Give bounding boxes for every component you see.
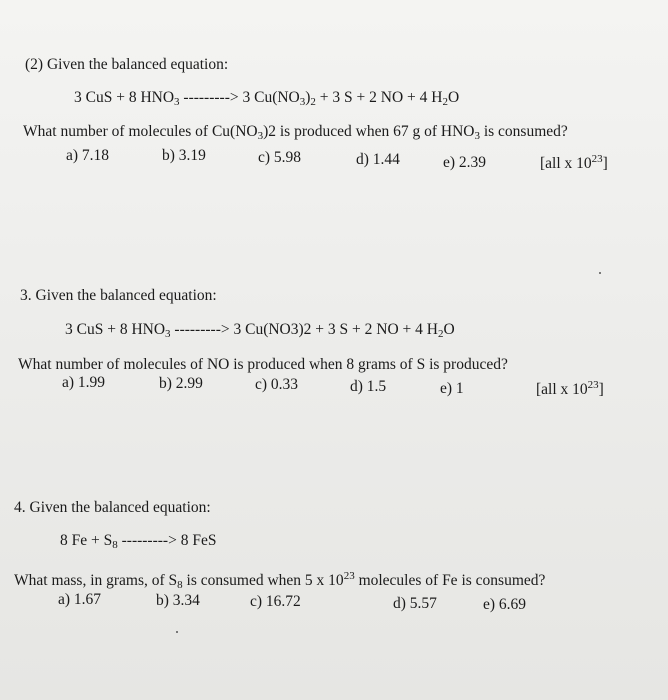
- q2-choice-d: d) 1.44: [356, 151, 400, 168]
- q2-choice-c: c) 5.98: [258, 149, 302, 166]
- q4-choice-c: c) 16.72: [250, 593, 301, 610]
- q3-choice-e: e) 1: [440, 380, 464, 397]
- q3-header: 3. Given the balanced equation:: [20, 287, 217, 304]
- q2-choice-a: a) 7.18: [66, 147, 110, 164]
- q4-choice-e: e) 6.69: [483, 596, 527, 613]
- q2-question: What number of molecules of $Cu(NO_3)2$ is produced when 67 g of $HNO_3$ is consumed?: [23, 123, 568, 142]
- q2-choice-e: e) 2.39: [443, 154, 487, 171]
- q4-choice-d: d) 5.57: [393, 595, 437, 612]
- q3-choice-a: a) 1.99: [62, 374, 106, 391]
- q2-equation: 3 CuS + 8 $HNO_3$ ---------> 3 $Cu(NO_3)_2 + 3$ S + 2 NO + 4 $H_2O$: [74, 89, 460, 108]
- q4-choice-a: a) 1.67: [58, 591, 102, 608]
- q3-equation: 3 CuS + 8 $HNO_3$ ---------> 3 Cu(NO3)2 + 3 S + 2 NO + 4 $H_2O$: [65, 321, 455, 340]
- paper-speck: [599, 272, 601, 274]
- q4-question: What mass, in grams, of $S_8$ is consumed when 5 x $10^{23}$ molecules of Fe is consumed?: [14, 570, 546, 591]
- q4-choice-b: b) 3.34: [156, 592, 200, 609]
- q3-choice-c: c) 0.33: [255, 376, 299, 393]
- q4-equation: 8 $Fe + S_8$ ---------> 8 FeS: [60, 532, 217, 551]
- q3-choice-d: d) 1.5: [350, 378, 387, 395]
- q2-header: (2) Given the balanced equation:: [25, 56, 229, 73]
- q3-question: What number of molecules of NO is produced when 8 grams of S is produced?: [18, 356, 508, 373]
- q4-header: 4. Given the balanced equation:: [14, 499, 211, 516]
- q2-units-note: [all x $10^{23}$]: [540, 153, 608, 172]
- q3-choice-b: b) 2.99: [159, 375, 203, 392]
- q3-units-note: [all x $10^{23}$]: [536, 379, 604, 398]
- q2-choice-b: b) 3.19: [162, 147, 206, 164]
- paper-speck: [176, 631, 178, 633]
